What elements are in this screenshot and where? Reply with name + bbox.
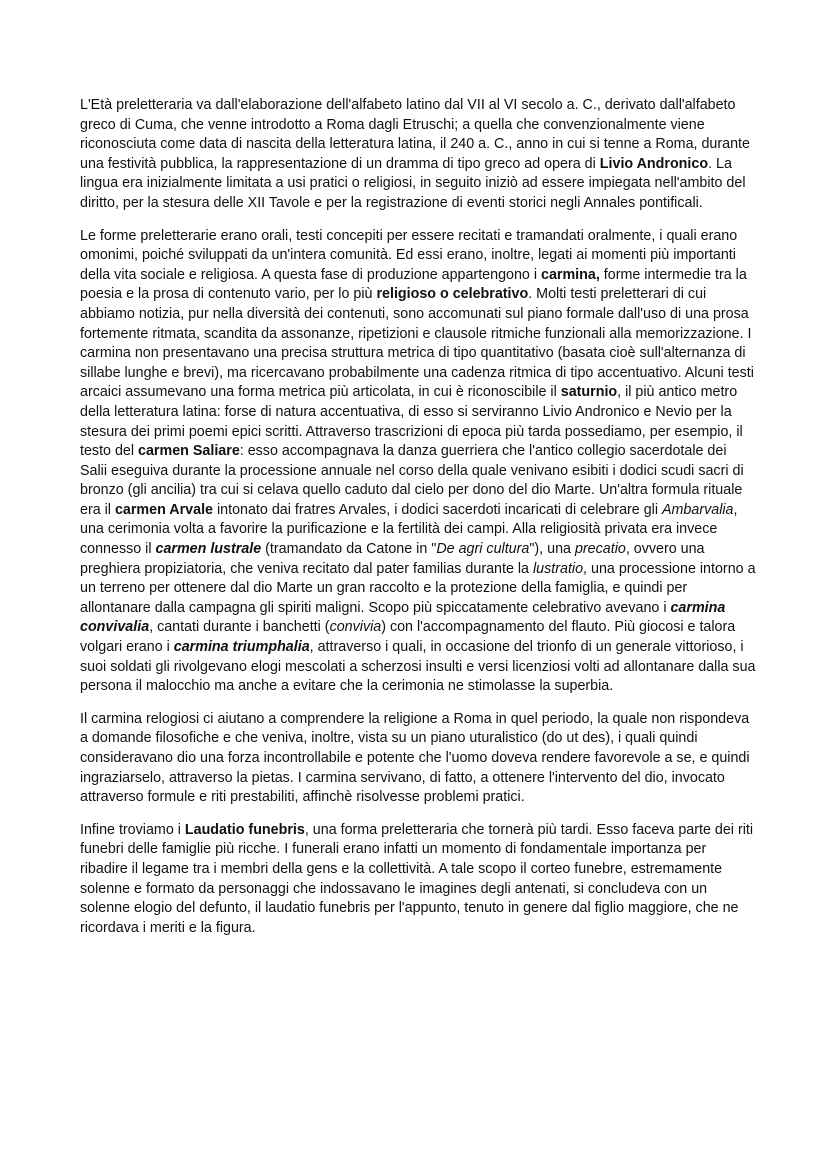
text-run: . Molti testi preletterari di cui abbiamo notizia, pur nella diversità dei contenuti, sono accomunati sul piano formale dall'uso di una prosa fortemente ritmata, scandita da assonanze, ripetizioni e clausole ritmiche funzionali alla memorizzazione. I carmina non presentavano una precisa struttura metrica di tipo quantitativo (basata cioè sull'alternanza di sillabe lunghe e brevi), ma ricercavano probabilmente una cadenza ritmica di tipo accentuativo. Alcuni testi arcaici assumevano una forma metrica più articolata, in cui è riconoscibile il <box>80 286 754 401</box>
text-run-italic: precatio <box>574 541 626 558</box>
text-run: : esso accompagnava la danza guerriera che l'antico collegio sacerdotale dei Salii eseguiva durante la processione annuale nel corso della quale venivano esibiti i dodici scudi sacri di bronzo (gli ancilia) tra cui si celava quello caduto dal cielo per dono del dio Marte. Un'altra formula rituale era il <box>80 443 744 518</box>
text-run: . La lingua era inizialmente limitata a usi pratici o religiosi, in seguito iniziò ad essere impiegata nell'ambito del diritto, per la stesura delle XII Tavole e per la registrazione di eventi storici negli Annales pontificali. <box>80 155 746 211</box>
text-run-bold: carmina, <box>541 266 600 283</box>
text-run-bold: Laudatio funebris <box>184 821 305 838</box>
text-run: , attraverso i quali, in occasione del trionfo di un generale vittorioso, i suoi soldati gli rivolgevano elogi mescolati a scherzosi insulti e versi licenziosi volti ad allontanare dalla sua persona il malocchio ma anche a evitare che la cerimonia ne stimolasse la superbia. <box>80 639 756 695</box>
text-run-italic: carmina convivalia <box>80 599 726 636</box>
text-run: "), una <box>529 541 575 558</box>
text-run-italic: carmina triumphalia <box>173 639 310 656</box>
document-page <box>80 96 756 951</box>
text-run: Le forme preletterarie erano orali, testi concepiti per essere recitati e tramandati oralmente, i quali erano omonimi, poiché sviluppati da un'intera comunità. Ed essi erano, inoltre, legati ai momenti più importanti della vita sociale e religiosa. A questa fase di produzione appartengono i <box>80 227 738 283</box>
paragraph-eta-preletteraria <box>80 96 756 214</box>
text-run-bold: carmen Arvale <box>114 501 213 518</box>
text-run-bold: saturnio <box>560 384 618 401</box>
text-run-bold: carmen Saliare <box>138 443 240 460</box>
text-run-italic: convivia <box>329 619 382 636</box>
text-run-italic: lustratio <box>532 560 584 577</box>
text-run: Il carmina relogiosi ci aiutano a comprendere la religione a Roma in quel periodo, la quale non rispondeva a domande filosofiche e che veniva, inoltre, vista su un piano uturalistico (do ut des), i quali quindi consideravano dio una forza incontrollabile e potente che l'uomo doveva rendere favorevole a se, e quindi ingraziarselo, attraverso la pietas. I carmina servivano, di fatto, a ottenere l'intervento del dio, invocato attraverso formule e riti prestabiliti, affinchè risolvesse problemi pratici. <box>80 710 750 806</box>
text-run-bold: Livio Andronico <box>599 155 709 172</box>
text-run: Infine troviamo i <box>80 821 185 838</box>
text-run: , ovvero una preghiera propiziatoria, che veniva recitato dal pater familias durante la <box>80 541 705 577</box>
text-run: , cantati durante i banchetti ( <box>149 619 330 636</box>
text-run-italic: carmen lustrale <box>155 541 262 558</box>
text-run-italic: Ambarvalia <box>661 501 734 518</box>
paragraph-forme-preletterarie <box>80 227 756 697</box>
text-run-bold-italic <box>174 639 310 655</box>
text-run: ) con l'accompagnamento del flauto. Più giocosi e talora volgari erano i <box>80 619 736 656</box>
text-run-bold-italic <box>156 541 262 557</box>
text-run: , il più antico metro della letteratura latina: forse di natura accentuativa, di esso si serviranno Livio Andronico e Nevio per la stesura dei primi poemi epici scritti. Attraverso trascrizioni di epoca più tarda possediamo, per esempio, il testo del <box>80 384 743 460</box>
paragraph-laudatio-funebris <box>80 821 756 939</box>
text-run: , una cerimonia volta a favorire la purificazione e la fertilità dei campi. Alla religiosità privata era invece connesso il <box>80 501 738 558</box>
text-run: , una forma preletteraria che tornerà più tardi. Esso faceva parte dei riti funebri delle famiglie più ricche. I funerali erano infatti un momento di fondamentale importanza per ribadire il legame tra i membri della gens e la collettività. A tale scopo il corteo funebre, estremamente solenne e formato da personaggi che indossavano le imagines degli antenati, si concludeva con un solenne elogio del defunto, il laudatio funebris per l'appunto, tenuto in genere dal figlio maggiore, che ne ricordava i meriti e la figura. <box>80 821 754 936</box>
text-run-bold: religioso o celebrativo <box>376 286 529 303</box>
text-run: , una processione intorno a un terreno per ottenere dal dio Marte un gran raccolto e la protezione della famiglia, e quindi per allontanare dalla campagna gli spiriti maligni. Scopo più spiccatamente celebrativo avevano i <box>80 560 756 616</box>
text-run: (tramandato da Catone in " <box>261 541 437 558</box>
text-run-italic: De agri cultura <box>436 541 530 558</box>
paragraph-carmina-religiosi <box>80 710 756 808</box>
text-run: L'Età preletteraria va dall'elaborazione dell'alfabeto latino dal VII al VI secolo a. C., derivato dall'alfabeto greco di Cuma, che venne introdotto a Roma dagli Etruschi; a quella che convenzionalmente viene riconosciuta come data di nascita della letteratura latina, il 240 a. C., anno in cui si tenne a Roma, durante una festività pubblica, la rappresentazione di un dramma di tipo greco ad opera di <box>80 97 750 172</box>
text-run: forme intermedie tra la poesia e la prosa di contenuto vario, per lo più <box>80 266 747 303</box>
text-run: intonato dai fratres Arvales, i dodici sacerdoti incaricati di celebrare gli <box>213 501 662 518</box>
